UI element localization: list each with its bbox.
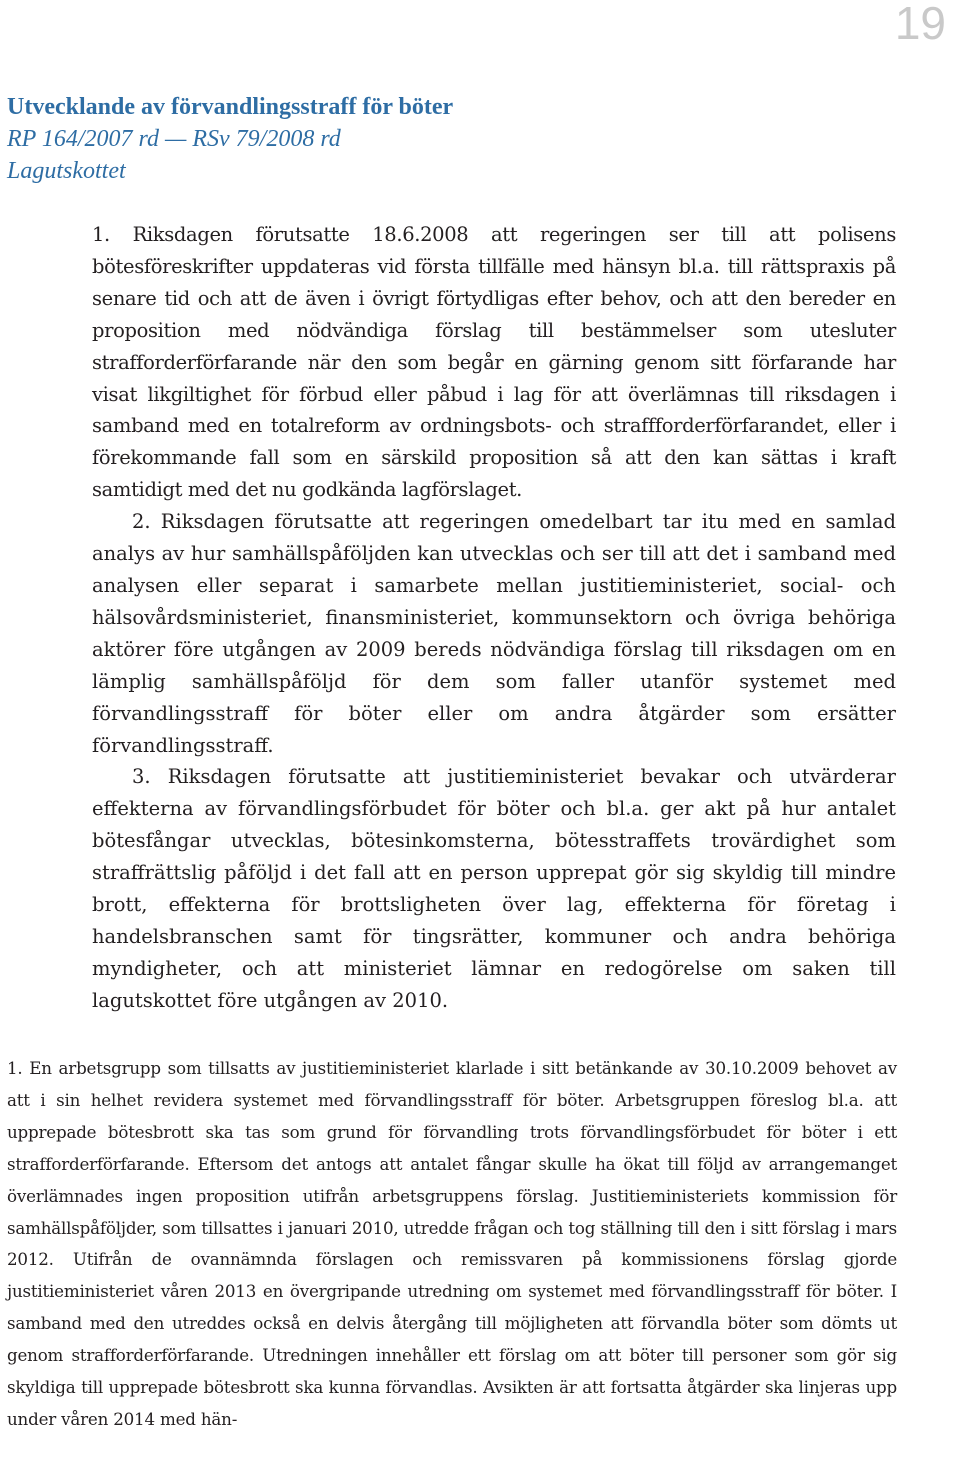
footnote bbox=[7, 1053, 897, 1436]
footnote-text: 1. En arbetsgrupp som tillsatts av justitieministeriet klarlade i sitt betänkande av 30.10.2009 behovet av att i sin helhet revidera systemet med förvandlingsstraff för böter. Arbetsgruppen föreslog bl.a. att upprepade bötesbrott ska tas som grund för förvandling trots förvandlingsförbudet för böter i ett strafforderförfarande. Eftersom det antogs att antalet fångar skulle ha ökat till följd av arrangemanget överlämnades ingen proposition utifrån arbetsgruppens förslag. Justitieministeriets kommission för samhällspåföljder, som tillsattes i januari 2010, utredde frågan och tog ställning till den i sitt förslag i mars 2012. Utifrån de ovannämnda förslagen och remissvaren på kommissionens förslag gjorde justitieministeriet våren 2013 en övergripande utredning om systemet med förvandlingsstraff för böter. I samband med den utreddes också en delvis återgång till möjligheten att förvandla böter som dömts ut genom strafforderförfarande. Utredningen innehåller ett förslag om att böter till personer som gör sig skyldiga till upprepade bötesbrott ska kunna förvandlas. Avsikten är att fortsatta åtgärder ska linjeras upp under våren 2014 med hän- bbox=[7, 1058, 897, 1429]
document-heading bbox=[7, 92, 907, 187]
document-reference: RP 164/2007 rd — RSv 79/2008 rd bbox=[7, 126, 341, 152]
statement-paragraph-3: 3. Riksdagen förutsatte att justitieministeriet bevakar och utvärderar effekterna av förvandlingsförbudet för böter och bl.a. ger akt på hur antalet bötesfångar utvecklas, bötesinkomsterna, bötesstraffets trovärdighet som straffrättslig påföljd i det fall att en person upprepat gör sig skyldig till mindre brott, effekterna för brottsligheten över lag, effekterna för företag i handelsbranschen samt för tingsrätter, kommuner och andra behöriga myndigheter, och att ministeriet lämnar en redogörelse om saken till lagutskottet före utgången av 2010. bbox=[92, 765, 896, 1012]
page-number: 19 bbox=[894, 0, 946, 49]
document-title: Utvecklande av förvandlingsstraff för böter bbox=[7, 94, 454, 120]
statement-paragraph-2: 2. Riksdagen förutsatte att regeringen omedelbart tar itu med en samlad analys av hur samhällspåföljden kan utvecklas och ser till att det i samband med analysen eller separat i samarbete mellan justitieministeriet, social- och hälsovårdsministeriet, finansministeriet, kommunsektorn och övriga behöriga aktörer före utgången av 2009 bereds nödvändiga förslag till riksdagen om en lämplig samhällspåföljd för dem som faller utanför systemet med förvandlingsstraff för böter eller om andra åtgärder som ersätter förvandlingsstraff. bbox=[92, 510, 896, 757]
committee-name: Lagutskottet bbox=[7, 158, 126, 184]
statements-body bbox=[92, 219, 896, 1017]
statement-paragraph-1: 1. Riksdagen förutsatte 18.6.2008 att regeringen ser till att polisens bötesföreskrifter uppdateras vid första tillfälle med hänsyn bl.a. till rättspraxis på senare tid och att de även i övrigt förtydligas efter behov, och att den bereder en proposition med nödvändiga förslag till bestämmelser som utesluter strafforderförfarande när den som begår en gärning genom sitt förfarande har visat likgiltighet för förbud eller påbud i lag för att överlämnas till riksdagen i samband med en totalreform av ordningsbots- och straffforderförfarandet, eller i förekommande fall som en särskild proposition så att den kan sättas i kraft samtidigt med det nu godkända lagförslaget. bbox=[92, 223, 896, 502]
